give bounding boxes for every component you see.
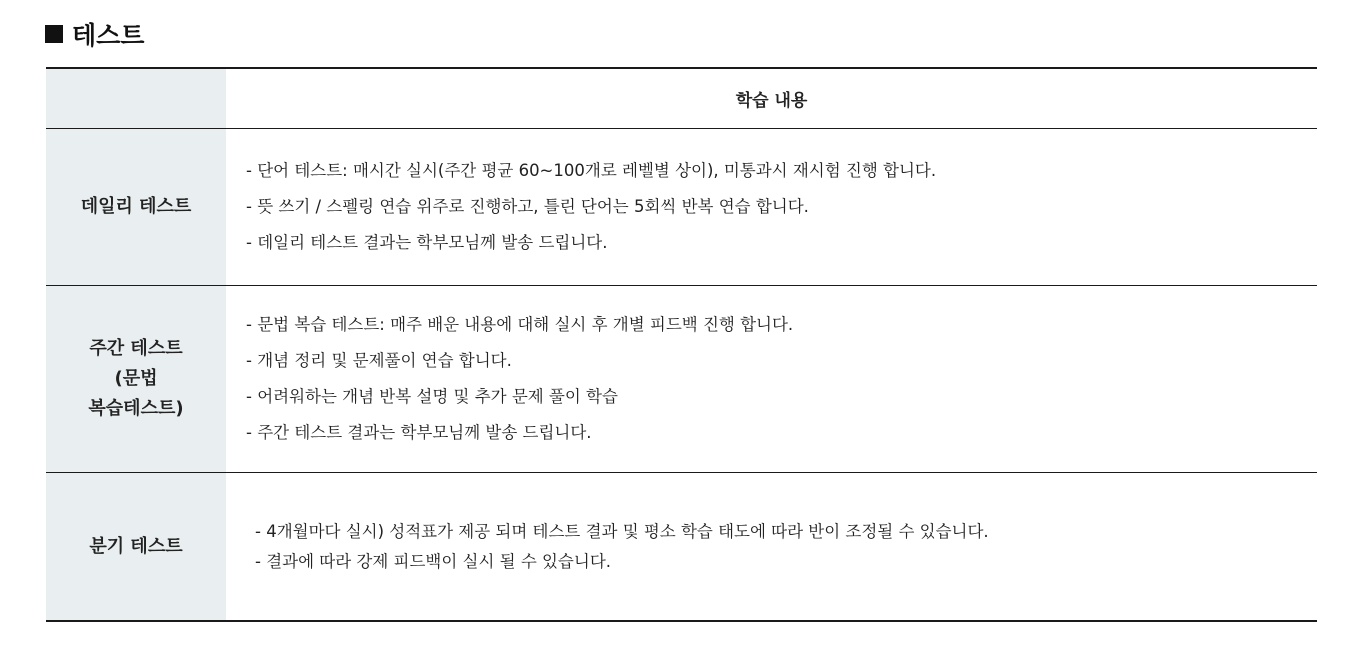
square-bullet-icon	[45, 25, 63, 43]
list-item: - 4개월마다 실시) 성적표가 제공 되며 테스트 결과 및 평소 학습 태도에 따라 반이 조정될 수 있습니다.	[255, 521, 989, 541]
list-item: - 어려워하는 개념 반복 설명 및 추가 문제 풀이 학습	[246, 387, 618, 406]
list-item: - 단어 테스트: 매시간 실시(주간 평균 60~100개로 레벨별 상이), 미통과시 재시험 진행 합니다.	[246, 161, 937, 180]
list-item: - 개념 정리 및 문제풀이 연습 합니다.	[246, 351, 512, 370]
header-corner-cell	[46, 68, 226, 129]
content-list	[246, 153, 1317, 261]
content-list	[246, 517, 1317, 577]
row-label-text: (문법	[114, 368, 158, 389]
list-item: - 결과에 따라 강제 피드백이 실시 될 수 있습니다.	[255, 551, 611, 571]
content-list	[246, 307, 1317, 451]
list-item: - 문법 복습 테스트: 매주 배운 내용에 대해 실시 후 개별 피드백 진행 합니다.	[246, 315, 794, 334]
row-label-text: 주간 테스트	[89, 338, 183, 359]
table-row-daily-test	[46, 129, 1317, 286]
row-label-cell	[46, 286, 226, 473]
row-label-text: 복습테스트)	[88, 398, 184, 419]
test-schedule-table	[46, 67, 1317, 622]
row-label-text: 데일리 테스트	[80, 196, 192, 217]
table-row-quarterly-test	[46, 473, 1317, 622]
section-title-text: 테스트	[72, 21, 145, 50]
row-content-cell	[226, 286, 1317, 473]
row-content-cell	[226, 129, 1317, 286]
row-content-cell	[226, 473, 1317, 622]
row-label-text: 분기 테스트	[89, 535, 183, 557]
table-row-weekly-test	[46, 286, 1317, 473]
header-content-cell: 학습 내용	[735, 91, 808, 111]
list-item: - 뜻 쓰기 / 스펠링 연습 위주로 진행하고, 틀린 단어는 5회씩 반복 연습 합니다.	[246, 197, 809, 216]
row-label-cell	[46, 473, 226, 622]
row-label-cell	[46, 129, 226, 286]
section-title	[45, 14, 144, 54]
list-item: - 데일리 테스트 결과는 학부모님께 발송 드립니다.	[246, 233, 608, 252]
table-header-row	[46, 68, 1317, 129]
list-item: - 주간 테스트 결과는 학부모님께 발송 드립니다.	[246, 423, 592, 442]
